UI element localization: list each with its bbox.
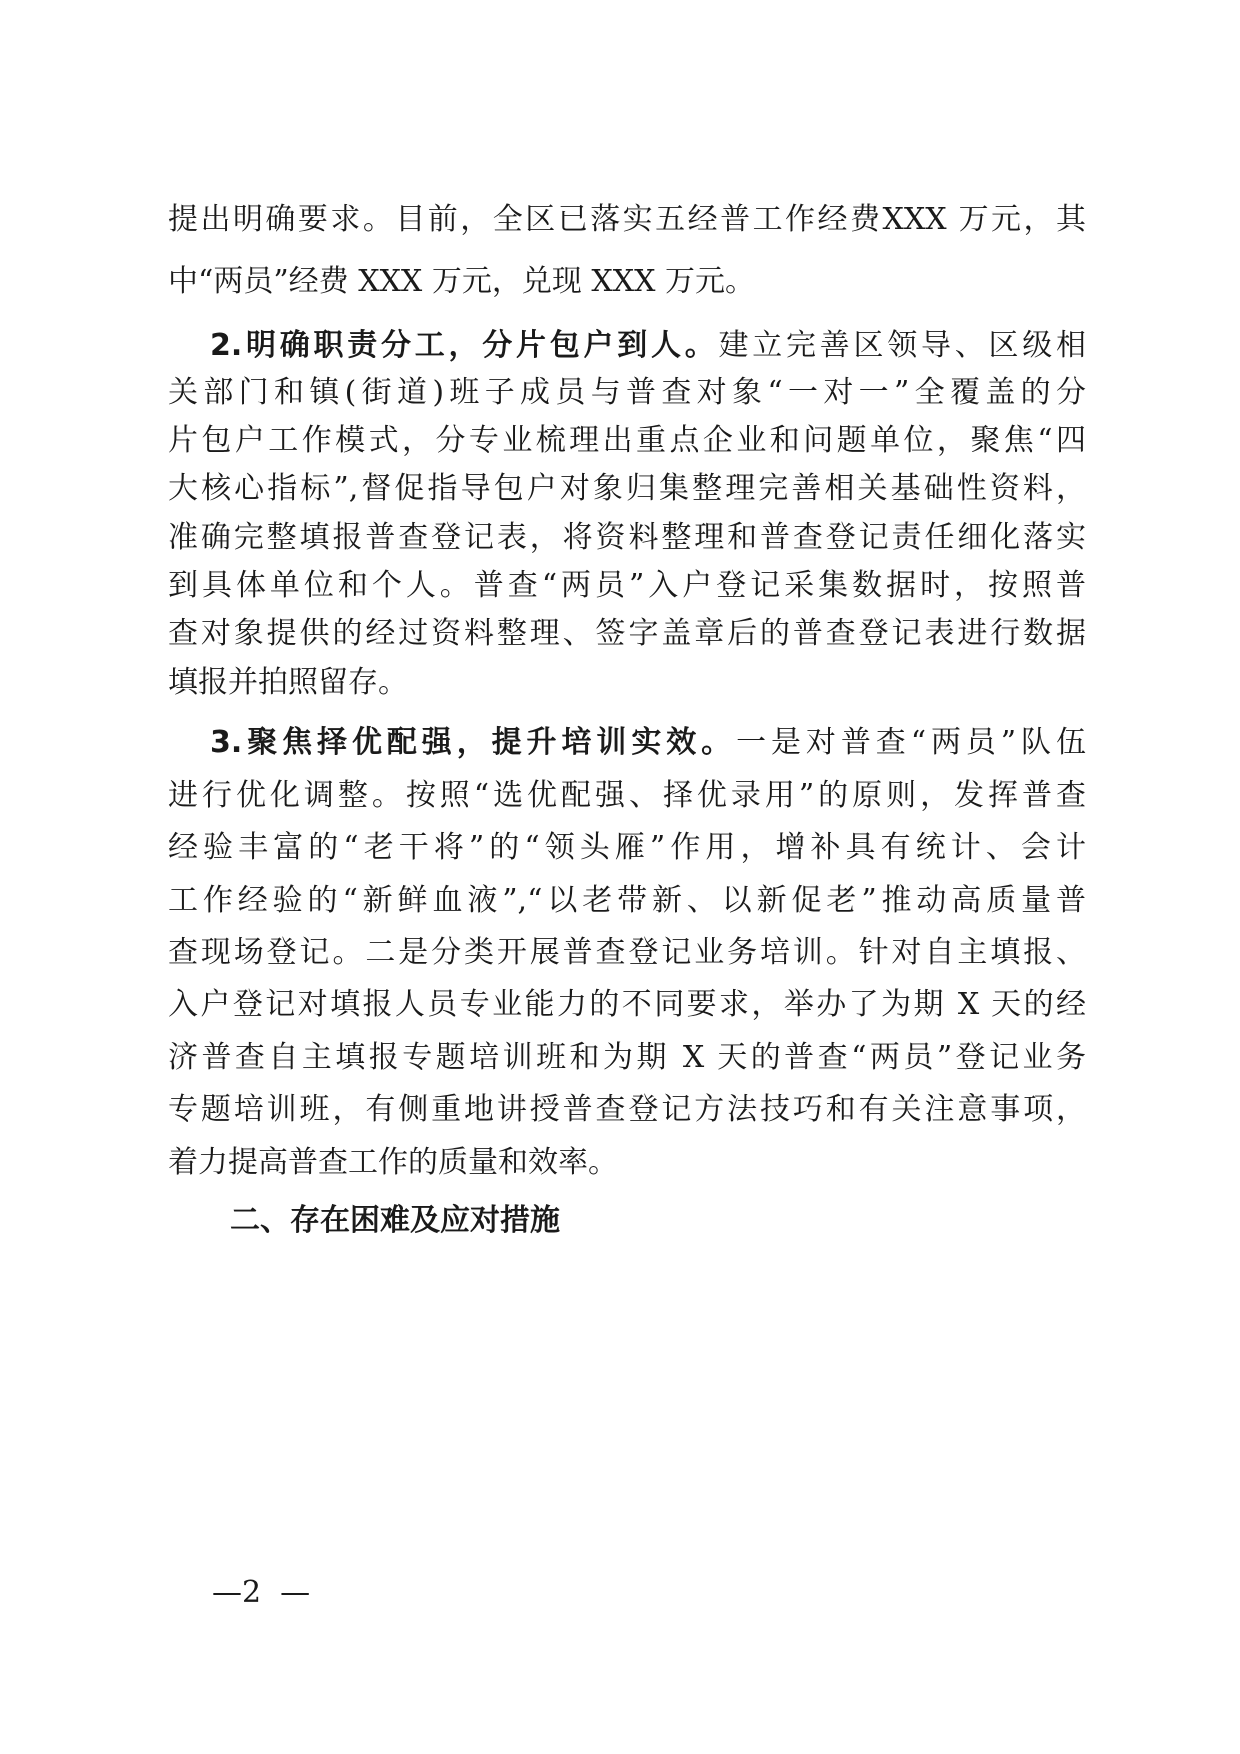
body-text-line: 准确完整填报普查登记表，将资料整理和普查登记责任细化落实	[168, 520, 1086, 555]
item-3-first-line	[210, 715, 1086, 771]
body-text-line: 工作经验的“新鲜血液”,“以老带新、以新促老”推动高质量普	[168, 883, 1086, 918]
item-3-text: 一是对普查“两员”队伍	[736, 725, 1086, 760]
item-2-heading: 2.明确职责分工，分片包户到人。	[210, 328, 719, 363]
body-text-line: 经验丰富的“老干将”的“领头雁”作用，增补具有统计、会计	[168, 830, 1086, 865]
body-text-line: 济普查自主填报专题培训班和为期 X 天的普查“两员”登记业务	[168, 1040, 1086, 1075]
item-2-text: 建立完善区领导、区级相	[718, 328, 1086, 363]
body-text-line: 进行优化调整。按照“选优配强、择优录用”的原则，发挥普查	[168, 778, 1086, 813]
body-text-line: 关部门和镇(街道)班子成员与普查对象“一对一”全覆盖的分	[168, 375, 1086, 410]
body-text-line: 查现场登记。二是分类开展普查登记业务培训。针对自主填报、	[168, 935, 1086, 970]
body-text-line: 入户登记对填报人员专业能力的不同要求，举办了为期 X 天的经	[168, 987, 1086, 1022]
body-text-line: 提出明确要求。目前，全区已落实五经普工作经费XXX 万元，其	[168, 202, 1086, 237]
item-3-heading: 3.聚焦择优配强，提升培训实效。	[210, 725, 737, 760]
body-text-line: 查对象提供的经过资料整理、签字盖章后的普查登记表进行数据	[168, 616, 1086, 651]
body-text-line: 到具体单位和个人。普查“两员”入户登记采集数据时，按照普	[168, 568, 1086, 603]
body-text-line: 中“两员”经费 XXX 万元，兑现 XXX 万元。	[168, 264, 755, 299]
body-text-line: 填报并拍照留存。	[168, 665, 408, 700]
body-text-line: 大核心指标”,督促指导包户对象归集整理完善相关基础性资料，	[168, 471, 1086, 506]
section-heading: 二、存在困难及应对措施	[230, 1203, 560, 1238]
body-text-line: 专题培训班，有侧重地讲授普查登记方法技巧和有关注意事项，	[168, 1092, 1086, 1127]
page-number: —2 —	[212, 1575, 311, 1610]
body-text-line: 片包户工作模式，分专业梳理出重点企业和问题单位，聚焦“四	[168, 423, 1086, 458]
body-text-line: 着力提高普查工作的质量和效率。	[168, 1145, 618, 1180]
